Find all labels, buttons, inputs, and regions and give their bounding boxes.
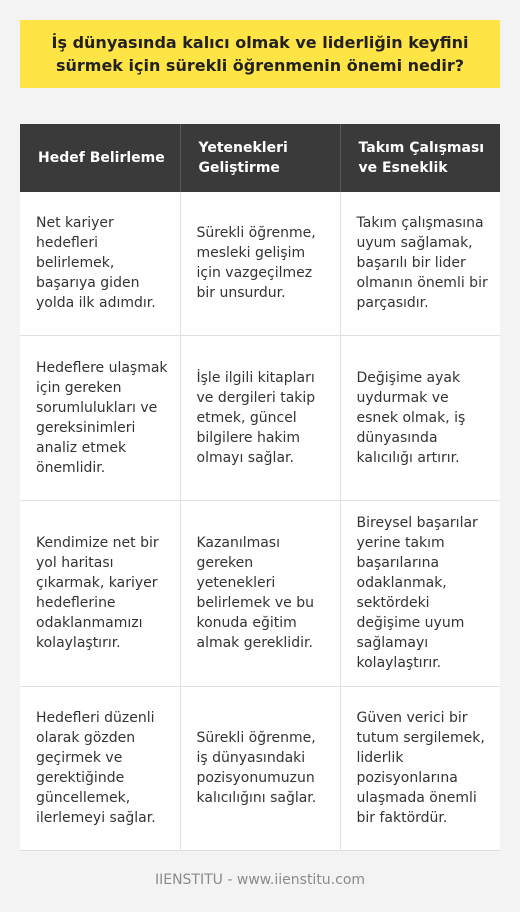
- table-cell: Bireysel başarılar yerine takım başarılarına odaklanmak, sektördeki değişime uyum sağlamayı kolaylaştırır.: [340, 500, 500, 686]
- column-header-goal-setting: Hedef Belirleme: [20, 124, 180, 192]
- footer-credit: IIENSTITU - www.iienstitu.com: [154, 872, 366, 888]
- table-cell: Değişime ayak uydurmak ve esnek olmak, iş dünyasında kalıcılığı artırır.: [340, 335, 500, 500]
- table-row: [20, 686, 500, 850]
- page-title: İş dünyasında kalıcı olmak ve liderliğin keyfini sürmek için sürekli öğrenmenin önemi nedir?: [51, 33, 469, 75]
- info-table: [20, 124, 500, 851]
- table-cell: Net kariyer hedefleri belirlemek, başarıya giden yolda ilk adımdır.: [20, 192, 180, 335]
- column-header-teamwork-flexibility: Takım Çalışması ve Esneklik: [340, 124, 500, 192]
- table-cell: Sürekli öğrenme, mesleki gelişim için vazgeçilmez bir unsurdur.: [180, 192, 340, 335]
- table-cell: Hedefleri düzenli olarak gözden geçirmek ve gerektiğinde güncellemek, ilerlemeyi sağlar.: [20, 686, 180, 850]
- table-cell: Kendimize net bir yol haritası çıkarmak, kariyer hedeflerine odaklanmamızı kolaylaştırır.: [20, 500, 180, 686]
- table-header-row: [20, 124, 500, 192]
- column-header-skill-development: Yetenekleri Geliştirme: [180, 124, 340, 192]
- table-row: [20, 500, 500, 686]
- table-cell: Güven verici bir tutum sergilemek, liderlik pozisyonlarına ulaşmada önemli bir faktördür.: [340, 686, 500, 850]
- table-cell: Kazanılması gereken yetenekleri belirlemek ve bu konuda eğitim almak gereklidir.: [180, 500, 340, 686]
- table-cell: Sürekli öğrenme, iş dünyasındaki pozisyonumuzun kalıcılığını sağlar.: [180, 686, 340, 850]
- table-cell: İşle ilgili kitapları ve dergileri takip etmek, güncel bilgilere hakim olmayı sağlar.: [180, 335, 340, 500]
- table-cell: Takım çalışmasına uyum sağlamak, başarılı bir lider olmanın önemli bir parçasıdır.: [340, 192, 500, 335]
- table-row: [20, 192, 500, 335]
- table-row: [20, 335, 500, 500]
- title-banner: [20, 20, 500, 88]
- table-cell: Hedeflere ulaşmak için gereken sorumlulukları ve gereksinimleri analiz etmek önemlidir.: [20, 335, 180, 500]
